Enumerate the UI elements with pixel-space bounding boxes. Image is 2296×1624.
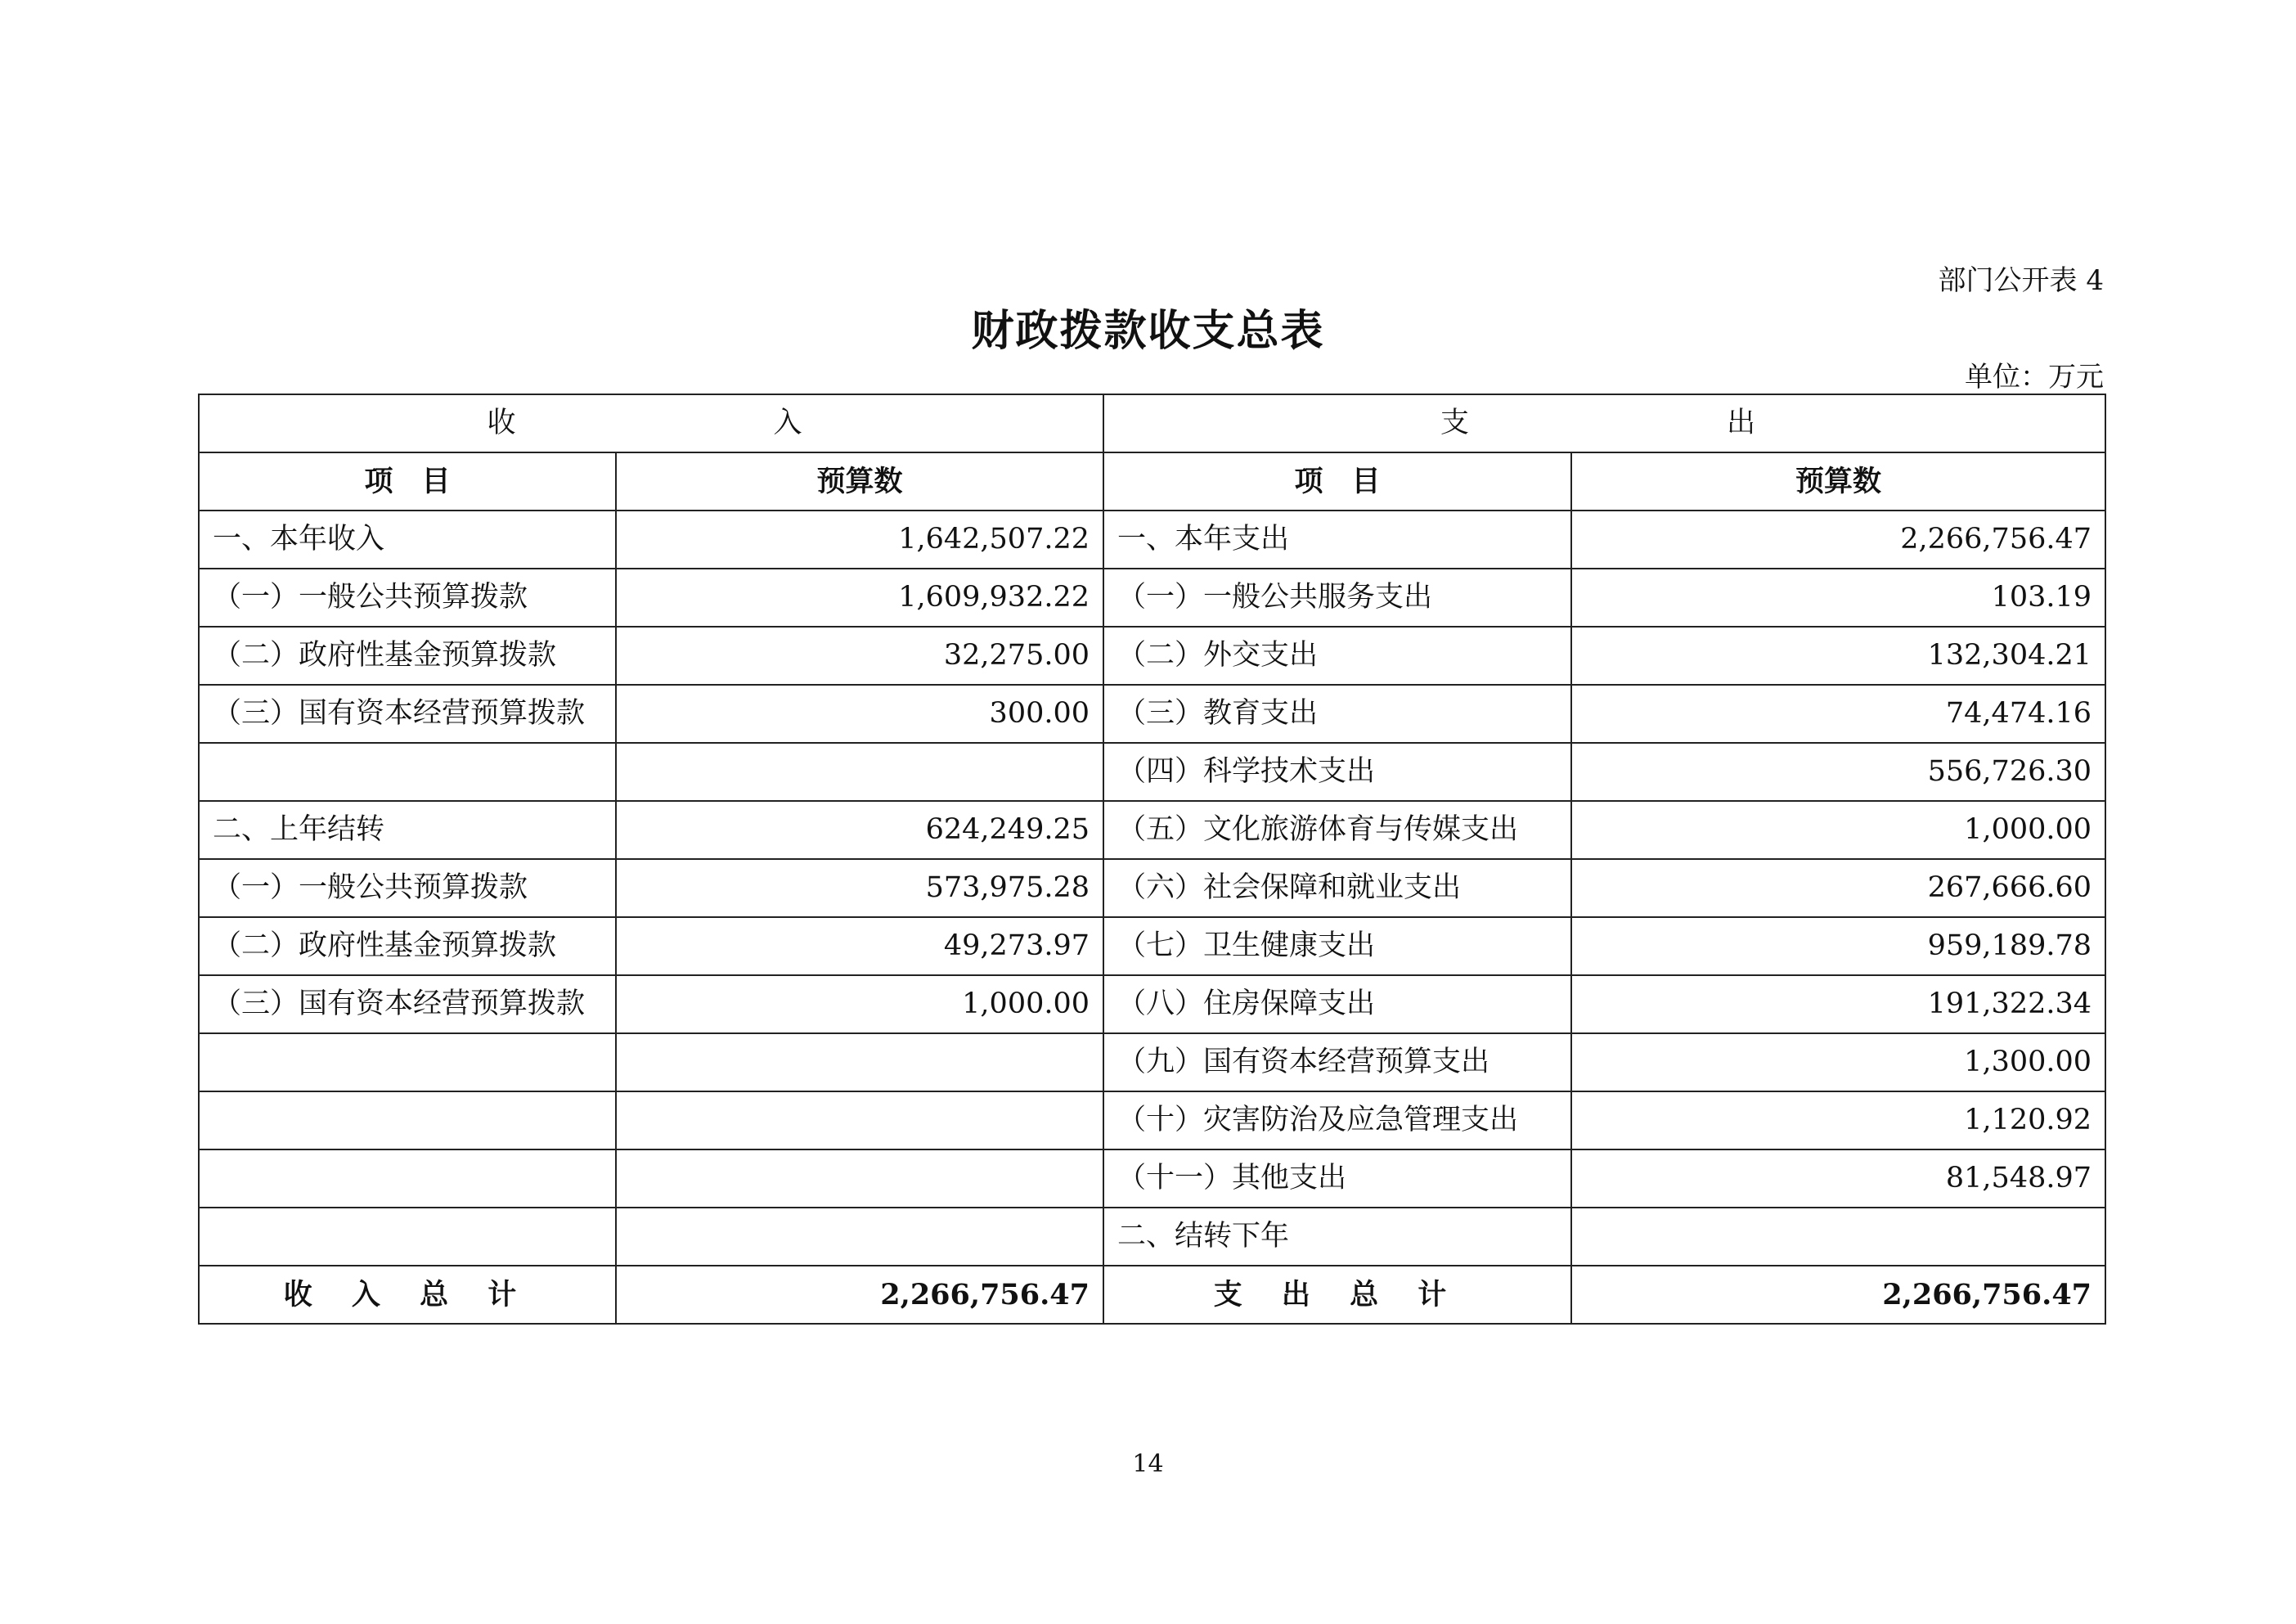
expense-item-cell: （三）教育支出 <box>1103 685 1571 743</box>
expense-item-cell: （七）卫生健康支出 <box>1103 917 1571 975</box>
table-row <box>199 569 2105 627</box>
expense-section-header: 支 出 <box>1103 394 2105 452</box>
expense-item-cell: （二）外交支出 <box>1103 627 1571 685</box>
income-item-cell: 一、本年收入 <box>199 511 616 569</box>
column-header-row <box>199 452 2105 511</box>
expense-item-cell: （八）住房保障支出 <box>1103 975 1571 1033</box>
income-amount-cell: 1,642,507.22 <box>616 511 1103 569</box>
income-amount-cell: 624,249.25 <box>616 801 1103 859</box>
expense-amount-header: 预算数 <box>1571 452 2105 511</box>
expense-total-amount: 2,266,756.47 <box>1571 1266 2105 1324</box>
expense-item-cell: （五）文化旅游体育与传媒支出 <box>1103 801 1571 859</box>
income-total-amount: 2,266,756.47 <box>616 1266 1103 1324</box>
table-row <box>199 1149 2105 1208</box>
expense-total-label: 支 出 总 计 <box>1103 1266 1571 1324</box>
income-amount-cell: 573,975.28 <box>616 859 1103 917</box>
table-row <box>199 685 2105 743</box>
expense-item-header: 项 目 <box>1103 452 1571 511</box>
income-amount-header: 预算数 <box>616 452 1103 511</box>
expense-amount-cell: 1,000.00 <box>1571 801 2105 859</box>
income-amount-cell <box>616 1033 1103 1091</box>
income-item-cell: （二）政府性基金预算拨款 <box>199 917 616 975</box>
expense-item-cell: （九）国有资本经营预算支出 <box>1103 1033 1571 1091</box>
income-total-label: 收 入 总 计 <box>199 1266 616 1324</box>
section-header-row <box>199 394 2105 452</box>
income-item-cell <box>199 1033 616 1091</box>
expense-item-cell: （六）社会保障和就业支出 <box>1103 859 1571 917</box>
income-amount-cell <box>616 743 1103 801</box>
income-item-cell <box>199 1149 616 1208</box>
table-row <box>199 975 2105 1033</box>
income-amount-cell: 32,275.00 <box>616 627 1103 685</box>
expense-amount-cell: 1,300.00 <box>1571 1033 2105 1091</box>
expense-item-cell: （四）科学技术支出 <box>1103 743 1571 801</box>
table-row <box>199 1033 2105 1091</box>
table-code: 部门公开表 4 <box>1938 264 2104 297</box>
table-row <box>199 859 2105 917</box>
income-amount-cell: 49,273.97 <box>616 917 1103 975</box>
expense-item-cell: 一、本年支出 <box>1103 511 1571 569</box>
income-item-cell: （二）政府性基金预算拨款 <box>199 627 616 685</box>
table-row <box>199 743 2105 801</box>
table-row <box>199 1208 2105 1266</box>
income-amount-cell: 1,000.00 <box>616 975 1103 1033</box>
total-row <box>199 1266 2105 1324</box>
expense-amount-cell <box>1571 1208 2105 1266</box>
income-item-header: 项 目 <box>199 452 616 511</box>
expense-amount-cell: 1,120.92 <box>1571 1091 2105 1149</box>
expense-item-cell: （一）一般公共服务支出 <box>1103 569 1571 627</box>
expense-item-cell: 二、结转下年 <box>1103 1208 1571 1266</box>
expense-amount-cell: 267,666.60 <box>1571 859 2105 917</box>
income-item-cell <box>199 743 616 801</box>
income-amount-cell <box>616 1091 1103 1149</box>
income-item-cell <box>199 1208 616 1266</box>
income-item-cell: （三）国有资本经营预算拨款 <box>199 685 616 743</box>
income-item-cell: （一）一般公共预算拨款 <box>199 859 616 917</box>
income-item-cell: 二、上年结转 <box>199 801 616 859</box>
income-item-cell <box>199 1091 616 1149</box>
page-number: 14 <box>1132 1450 1164 1478</box>
expense-amount-cell: 81,548.97 <box>1571 1149 2105 1208</box>
page-title: 财政拨款收支总表 <box>971 306 1325 356</box>
table-row <box>199 1091 2105 1149</box>
table-row <box>199 511 2105 569</box>
table-row <box>199 917 2105 975</box>
expense-amount-cell: 74,474.16 <box>1571 685 2105 743</box>
income-amount-cell <box>616 1208 1103 1266</box>
income-amount-cell: 1,609,932.22 <box>616 569 1103 627</box>
expense-item-cell: （十一）其他支出 <box>1103 1149 1571 1208</box>
table-row <box>199 627 2105 685</box>
expense-amount-cell: 556,726.30 <box>1571 743 2105 801</box>
expense-amount-cell: 132,304.21 <box>1571 627 2105 685</box>
unit-label: 单位：万元 <box>1965 361 2104 394</box>
budget-table <box>198 394 2106 1325</box>
expense-amount-cell: 103.19 <box>1571 569 2105 627</box>
income-item-cell: （三）国有资本经营预算拨款 <box>199 975 616 1033</box>
income-amount-cell: 300.00 <box>616 685 1103 743</box>
income-amount-cell <box>616 1149 1103 1208</box>
expense-amount-cell: 191,322.34 <box>1571 975 2105 1033</box>
table-row <box>199 801 2105 859</box>
income-section-header: 收 入 <box>199 394 1103 452</box>
expense-item-cell: （十）灾害防治及应急管理支出 <box>1103 1091 1571 1149</box>
expense-amount-cell: 2,266,756.47 <box>1571 511 2105 569</box>
income-item-cell: （一）一般公共预算拨款 <box>199 569 616 627</box>
expense-amount-cell: 959,189.78 <box>1571 917 2105 975</box>
